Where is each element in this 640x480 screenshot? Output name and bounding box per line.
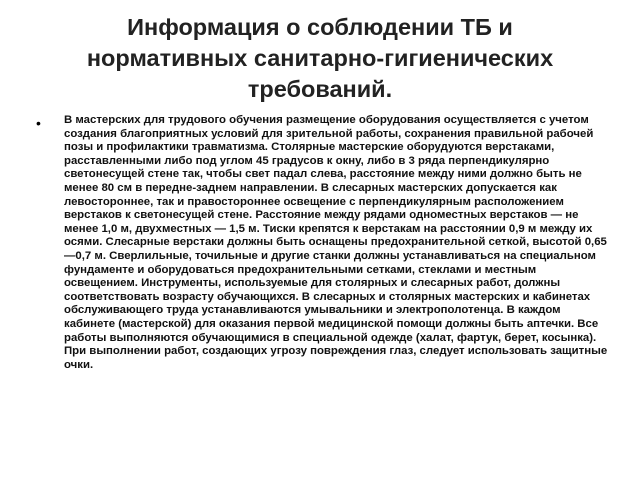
slide-title-line-2: нормативных санитарно-гигиенических <box>86 45 554 71</box>
slide-title-line-3: требований. <box>247 76 393 102</box>
slide-title-line-1: Информация о соблюдении ТБ и <box>127 14 513 40</box>
bullet-icon: • <box>36 115 41 131</box>
bullet-item <box>32 114 610 372</box>
bullet-body-text: В мастерских для трудового обучения размещение оборудования осуществляется с учетом создания благоприятных условий для зрительной работы, сохранения правильной рабочей позы и профилактики травматизма. Столярные мастерские оборудуются верстаками, расставленными либо под углом 45 градусов к окну, либо в 3 ряда перпендикулярно светонесущей стене так, чтобы свет падал слева, расстояние между ними должно быть не менее 80 см в передне-заднем направлении. В слесарных мастерских допускается как левостороннее, так и правостороннее освещение с перпендикулярным расположением верстаков к светонесущей стене. Расстояние между рядами одноместных верстаков — не менее 1,0 м, двухместных — 1,5 м. Тиски крепятся к верстакам на расстоянии 0,9 м между их осями. Слесарные верстаки должны быть оснащены предохранительной сеткой, высотой 0,65—0,7 м. Сверлильные, точильные и другие станки должны устанавливаться на специальном фундаменте и оборудоваться предохранительными сетками, стеклами и местным освещением. Инструменты, используемые для столярных и слесарных работ, должны соответствовать возрасту обучающихся. В слесарных и столярных мастерских и кабинетах обслуживающего труда устанавливаются умывальники и электрополотенца. В каждом кабинете (мастерской) для оказания первой медицинской помощи должны быть аптечки. Все работы выполняются обучающимися в специальной одежде (халат, фартук, берет, косынка). При выполнении работ, создающих угрозу повреждения глаз, следует использовать защитные очки. <box>64 114 608 371</box>
slide-content-list <box>32 114 610 372</box>
slide-title <box>40 12 600 105</box>
